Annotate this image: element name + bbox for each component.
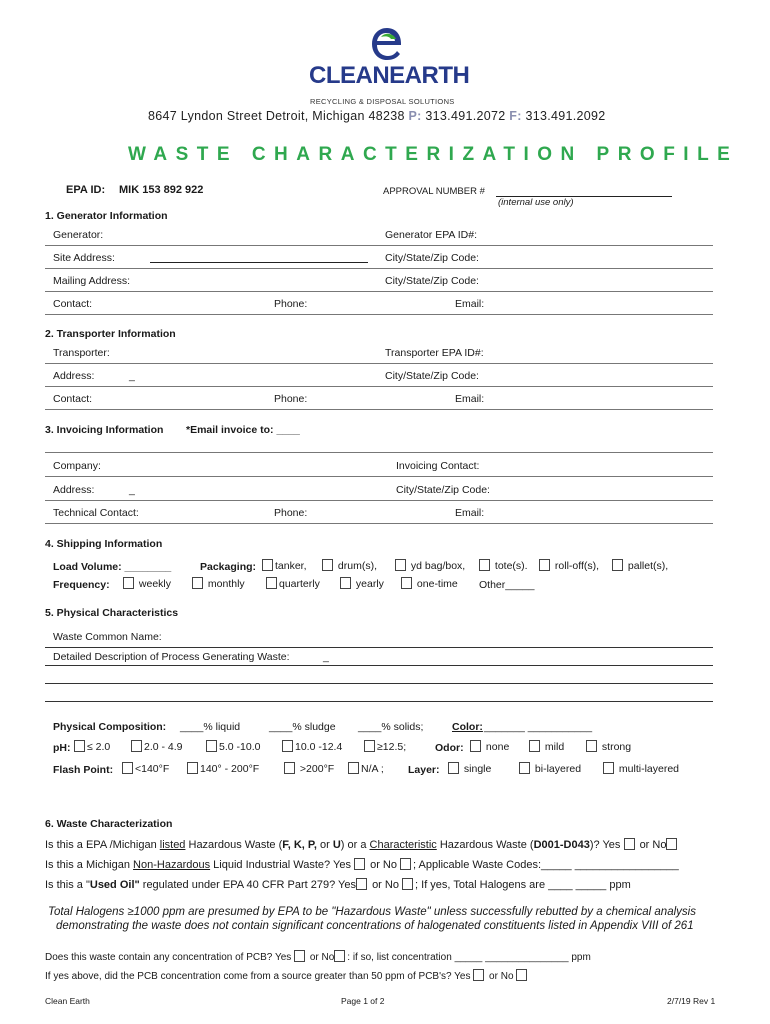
pack-drums[interactable]	[322, 559, 377, 572]
option-label: multi-layered	[618, 763, 680, 775]
divider	[45, 452, 713, 453]
pack-tanker[interactable]	[262, 559, 307, 572]
q-text: : if so, list concentration	[347, 952, 452, 963]
option-label: monthly	[207, 578, 245, 590]
q-text: ppm	[571, 952, 591, 963]
no-checkbox[interactable]	[666, 838, 677, 850]
description-line[interactable]	[45, 683, 713, 684]
q-text: or No	[309, 952, 335, 963]
yes-checkbox[interactable]	[624, 838, 635, 850]
yes-checkbox[interactable]	[294, 950, 305, 962]
no-checkbox[interactable]	[402, 878, 413, 890]
checkbox[interactable]	[479, 559, 490, 571]
fax-prefix: F:	[509, 109, 522, 123]
odor-strong[interactable]	[586, 740, 631, 753]
option-label: 10.0 -12.4	[295, 741, 343, 753]
transporter-phone-label: Phone:	[274, 393, 308, 405]
q-text: Non-Hazardous	[133, 859, 211, 871]
question-pcb	[45, 950, 591, 963]
option-label: ≥12.5;	[377, 741, 407, 753]
pcb-concentration-field[interactable]: _____ _______________	[454, 952, 569, 963]
phone-label: Phone:	[274, 298, 308, 310]
option-label: single	[463, 763, 492, 775]
checkbox[interactable]	[586, 740, 597, 752]
option-label: tanker,	[275, 560, 307, 572]
q-text: ppm	[609, 879, 631, 891]
invoicing-contact-label: Invoicing Contact:	[396, 460, 480, 472]
color-field[interactable]: _______ ___________	[484, 721, 593, 733]
divider	[45, 245, 713, 246]
q-text: ) or a	[340, 839, 367, 851]
sludge-field[interactable]: ____% sludge	[269, 721, 336, 733]
odor-mild[interactable]	[529, 740, 564, 753]
packaging-label: Packaging:	[200, 561, 257, 573]
site-city-label: City/State/Zip Code:	[385, 252, 479, 264]
checkbox[interactable]	[262, 559, 273, 571]
transporter-email-label: Email:	[455, 393, 485, 405]
halogens-field[interactable]: ____ _____	[548, 879, 607, 891]
checkbox[interactable]	[131, 740, 142, 752]
logo-wordmark: CLEANEARTH	[309, 62, 470, 89]
q-text: or	[319, 839, 330, 851]
q-text: ; Applicable Waste Codes:	[413, 859, 542, 871]
divider	[45, 409, 713, 410]
no-checkbox[interactable]	[334, 950, 345, 962]
process-description-label: Detailed Description of Process Generating Waste:	[53, 651, 290, 663]
q-text: Is this a Michigan	[45, 859, 130, 871]
transporter-epa-label: Transporter EPA ID#:	[385, 347, 484, 359]
ph-label: pH:	[53, 742, 71, 754]
option-label: weekly	[138, 578, 172, 590]
checkbox[interactable]	[364, 740, 375, 752]
process-description-value[interactable]: _	[323, 651, 329, 663]
waste-common-name-label: Waste Common Name:	[53, 631, 162, 643]
waste-codes-field[interactable]: _____ _________________	[541, 859, 679, 871]
divider	[45, 523, 713, 524]
checkbox[interactable]	[284, 762, 295, 774]
checkbox[interactable]	[206, 740, 217, 752]
pack-yd-bag[interactable]	[395, 559, 465, 572]
frequency-label: Frequency:	[53, 579, 110, 591]
note-line: Total Halogens ≥1000 ppm are presumed by EPA to be "Hazardous Waste" unless successfully rebutted by a chemical analysis	[48, 906, 696, 918]
ph-option-1[interactable]	[74, 740, 110, 753]
footer-page-number: Page 1 of 2	[341, 996, 385, 1006]
phone-prefix: P:	[408, 109, 422, 123]
email-label: Email:	[455, 298, 485, 310]
epa-id-value: MIK 153 892 922	[119, 184, 204, 196]
checkbox[interactable]	[340, 577, 351, 589]
freq-one-time[interactable]	[401, 577, 458, 590]
option-label: pallet(s),	[627, 560, 669, 572]
ph-option-2[interactable]	[131, 740, 183, 753]
pack-totes[interactable]	[479, 559, 528, 572]
question-non-hazardous	[45, 858, 679, 871]
site-address-label: Site Address:	[53, 252, 115, 264]
checkbox[interactable]	[529, 740, 540, 752]
email-invoice-label[interactable]: *Email invoice to: ____	[186, 424, 300, 436]
odor-none[interactable]	[470, 740, 509, 753]
transporter-contact-label: Contact:	[53, 393, 93, 405]
q-text: Hazardous Waste (	[188, 839, 283, 851]
flash-option-3[interactable]	[284, 762, 334, 775]
solids-field[interactable]: ____% solids;	[358, 721, 424, 733]
section-4-title: 4. Shipping Information	[45, 538, 163, 550]
q-text: Used Oil"	[89, 879, 140, 891]
page-title: WASTE CHARACTERIZATION PROFILE	[128, 144, 739, 165]
option-label: <140°F	[135, 763, 170, 775]
option-label: one-time	[416, 578, 458, 590]
yes-checkbox[interactable]	[356, 878, 367, 890]
checkbox[interactable]	[603, 762, 614, 774]
yes-checkbox[interactable]	[473, 969, 484, 981]
q-text: or No	[372, 879, 399, 891]
flash-option-1[interactable]	[122, 762, 169, 775]
footer-company: Clean Earth	[45, 996, 90, 1006]
option-label: tote(s).	[494, 560, 528, 572]
generator-label: Generator:	[53, 229, 104, 241]
footer-revision: 2/7/19 Rev 1	[667, 996, 716, 1006]
flash-option-4[interactable]	[348, 762, 384, 775]
divider	[45, 291, 713, 292]
description-line[interactable]	[45, 701, 713, 702]
address-text: 8647 Lyndon Street Detroit, Michigan 48238	[148, 109, 405, 123]
divider	[45, 665, 713, 666]
section-6-title: 6. Waste Characterization	[45, 818, 173, 830]
flash-point-label: Flash Point:	[53, 764, 114, 776]
color-label: Color:	[452, 721, 483, 733]
contact-label: Contact:	[53, 298, 93, 310]
load-volume-label[interactable]: Load Volume: ________	[53, 561, 172, 573]
flash-option-2[interactable]	[187, 762, 259, 775]
freq-weekly[interactable]	[123, 577, 171, 590]
halogens-note	[48, 905, 728, 933]
freq-quarterly[interactable]	[266, 577, 320, 590]
q-text: D001-D043	[533, 839, 590, 851]
option-label: N/A ;	[361, 763, 384, 775]
note-line: demonstrating the waste does not contain significant concentrations of halogenated constituents listed in Appendix VIII of 261	[56, 920, 694, 932]
option-label: bi-layered	[534, 763, 582, 775]
option-label: drum(s),	[337, 560, 378, 572]
checkbox[interactable]	[448, 762, 459, 774]
checkbox[interactable]	[539, 559, 550, 571]
checkbox[interactable]	[322, 559, 333, 571]
company-address	[148, 109, 606, 123]
freq-other[interactable]: Other_____	[479, 579, 535, 591]
epa-id-label: EPA ID:	[66, 184, 106, 196]
checkbox[interactable]	[401, 577, 412, 589]
divider	[45, 386, 713, 387]
section-1-title: 1. Generator Information	[45, 210, 168, 222]
q-text: )? Yes	[589, 839, 621, 851]
yes-checkbox[interactable]	[354, 858, 365, 870]
phone-number: 313.491.2072	[425, 109, 506, 123]
option-label: 5.0 -10.0	[219, 741, 261, 753]
q-text: regulated under EPA 40 CFR Part 279? Yes	[142, 879, 356, 891]
layer-bi[interactable]	[519, 762, 581, 775]
option-label: 140° - 200°F	[200, 763, 260, 775]
freq-yearly[interactable]	[340, 577, 384, 590]
section-3-title: 3. Invoicing Information	[45, 424, 164, 436]
no-checkbox[interactable]	[400, 858, 411, 870]
option-label: yd bag/box,	[410, 560, 466, 572]
q-text: Is this a "	[45, 879, 90, 891]
section-5-title: 5. Physical Characteristics	[45, 607, 179, 619]
layer-single[interactable]	[448, 762, 491, 775]
divider	[45, 476, 713, 477]
logo-tagline: RECYCLING & DISPOSAL SOLUTIONS	[310, 97, 455, 106]
mailing-city-label: City/State/Zip Code:	[385, 275, 479, 287]
ph-option-4[interactable]	[282, 740, 342, 753]
invoice-address-label: Address:	[53, 484, 95, 496]
question-listed-hazardous	[45, 838, 679, 851]
q-text: or No	[639, 839, 667, 851]
q-text: Hazardous Waste (	[439, 839, 534, 851]
technical-contact-label: Technical Contact:	[53, 507, 139, 519]
transporter-address-value[interactable]: _	[129, 370, 135, 382]
company-label: Company:	[53, 460, 101, 472]
checkbox[interactable]	[282, 740, 293, 752]
option-label: yearly	[355, 578, 384, 590]
checkbox[interactable]	[348, 762, 359, 774]
ph-option-5[interactable]	[364, 740, 406, 753]
q-text: ; If yes, Total Halogens are	[415, 879, 546, 891]
invoice-city-label: City/State/Zip Code:	[396, 484, 490, 496]
option-label: strong	[601, 741, 632, 753]
q-text: Liquid Industrial Waste? Yes	[213, 859, 351, 871]
option-label: ≤ 2.0	[87, 741, 111, 753]
approval-label: APPROVAL NUMBER #	[383, 186, 485, 197]
divider	[45, 500, 713, 501]
option-label: mild	[544, 741, 565, 753]
q-text: Does this waste contain any concentration of PCB? Yes	[45, 952, 292, 963]
generator-epa-label: Generator EPA ID#:	[385, 229, 478, 241]
invoice-phone-label: Phone:	[274, 507, 308, 519]
option-label: 2.0 - 4.9	[144, 741, 183, 753]
q-text: Is this a EPA /Michigan	[45, 839, 157, 851]
checkbox[interactable]	[122, 762, 133, 774]
q-text: F, K, P,	[282, 839, 317, 851]
divider	[45, 647, 713, 648]
option-label: >200°F	[299, 763, 335, 775]
composition-label: Physical Composition:	[53, 721, 167, 733]
approval-note: (internal use only)	[498, 197, 574, 208]
option-label: quarterly	[279, 578, 320, 590]
no-checkbox[interactable]	[516, 969, 527, 981]
pack-roll-off[interactable]	[539, 559, 599, 572]
checkbox[interactable]	[192, 577, 203, 589]
site-address-field[interactable]	[150, 262, 368, 263]
checkbox[interactable]	[74, 740, 85, 752]
divider	[45, 363, 713, 364]
pack-pallets[interactable]	[612, 559, 668, 572]
question-pcb-source	[45, 969, 529, 982]
invoice-email-label: Email:	[455, 507, 485, 519]
cleanearth-logo-icon	[371, 28, 401, 60]
question-used-oil	[45, 878, 631, 891]
checkbox[interactable]	[395, 559, 406, 571]
checkbox[interactable]	[123, 577, 134, 589]
divider	[45, 314, 713, 315]
q-text: or No	[489, 971, 514, 982]
checkbox[interactable]	[612, 559, 623, 571]
q-text: If yes above, did the PCB concentration come from a source greater than 50 ppm of PCB's? Yes	[45, 971, 471, 982]
mailing-address-label: Mailing Address:	[53, 275, 131, 287]
odor-label: Odor:	[435, 742, 464, 754]
q-text: listed	[159, 839, 186, 851]
liquid-field[interactable]: ____% liquid	[180, 721, 241, 733]
fax-number: 313.491.2092	[525, 109, 606, 123]
invoice-address-value[interactable]: _	[129, 484, 135, 496]
checkbox[interactable]	[266, 577, 277, 589]
transporter-address-label: Address:	[53, 370, 95, 382]
transporter-label: Transporter:	[53, 347, 110, 359]
divider	[45, 268, 713, 269]
checkbox[interactable]	[519, 762, 530, 774]
layer-label: Layer:	[408, 764, 440, 776]
option-label: roll-off(s),	[554, 560, 600, 572]
transporter-city-label: City/State/Zip Code:	[385, 370, 479, 382]
layer-multi[interactable]	[603, 762, 679, 775]
option-label: none	[485, 741, 510, 753]
checkbox[interactable]	[470, 740, 481, 752]
q-text: U	[332, 839, 341, 851]
freq-monthly[interactable]	[192, 577, 245, 590]
q-text: or No	[370, 859, 397, 871]
q-text: Characteristic	[369, 839, 437, 851]
ph-option-3[interactable]	[206, 740, 260, 753]
section-2-title: 2. Transporter Information	[45, 328, 176, 340]
checkbox[interactable]	[187, 762, 198, 774]
